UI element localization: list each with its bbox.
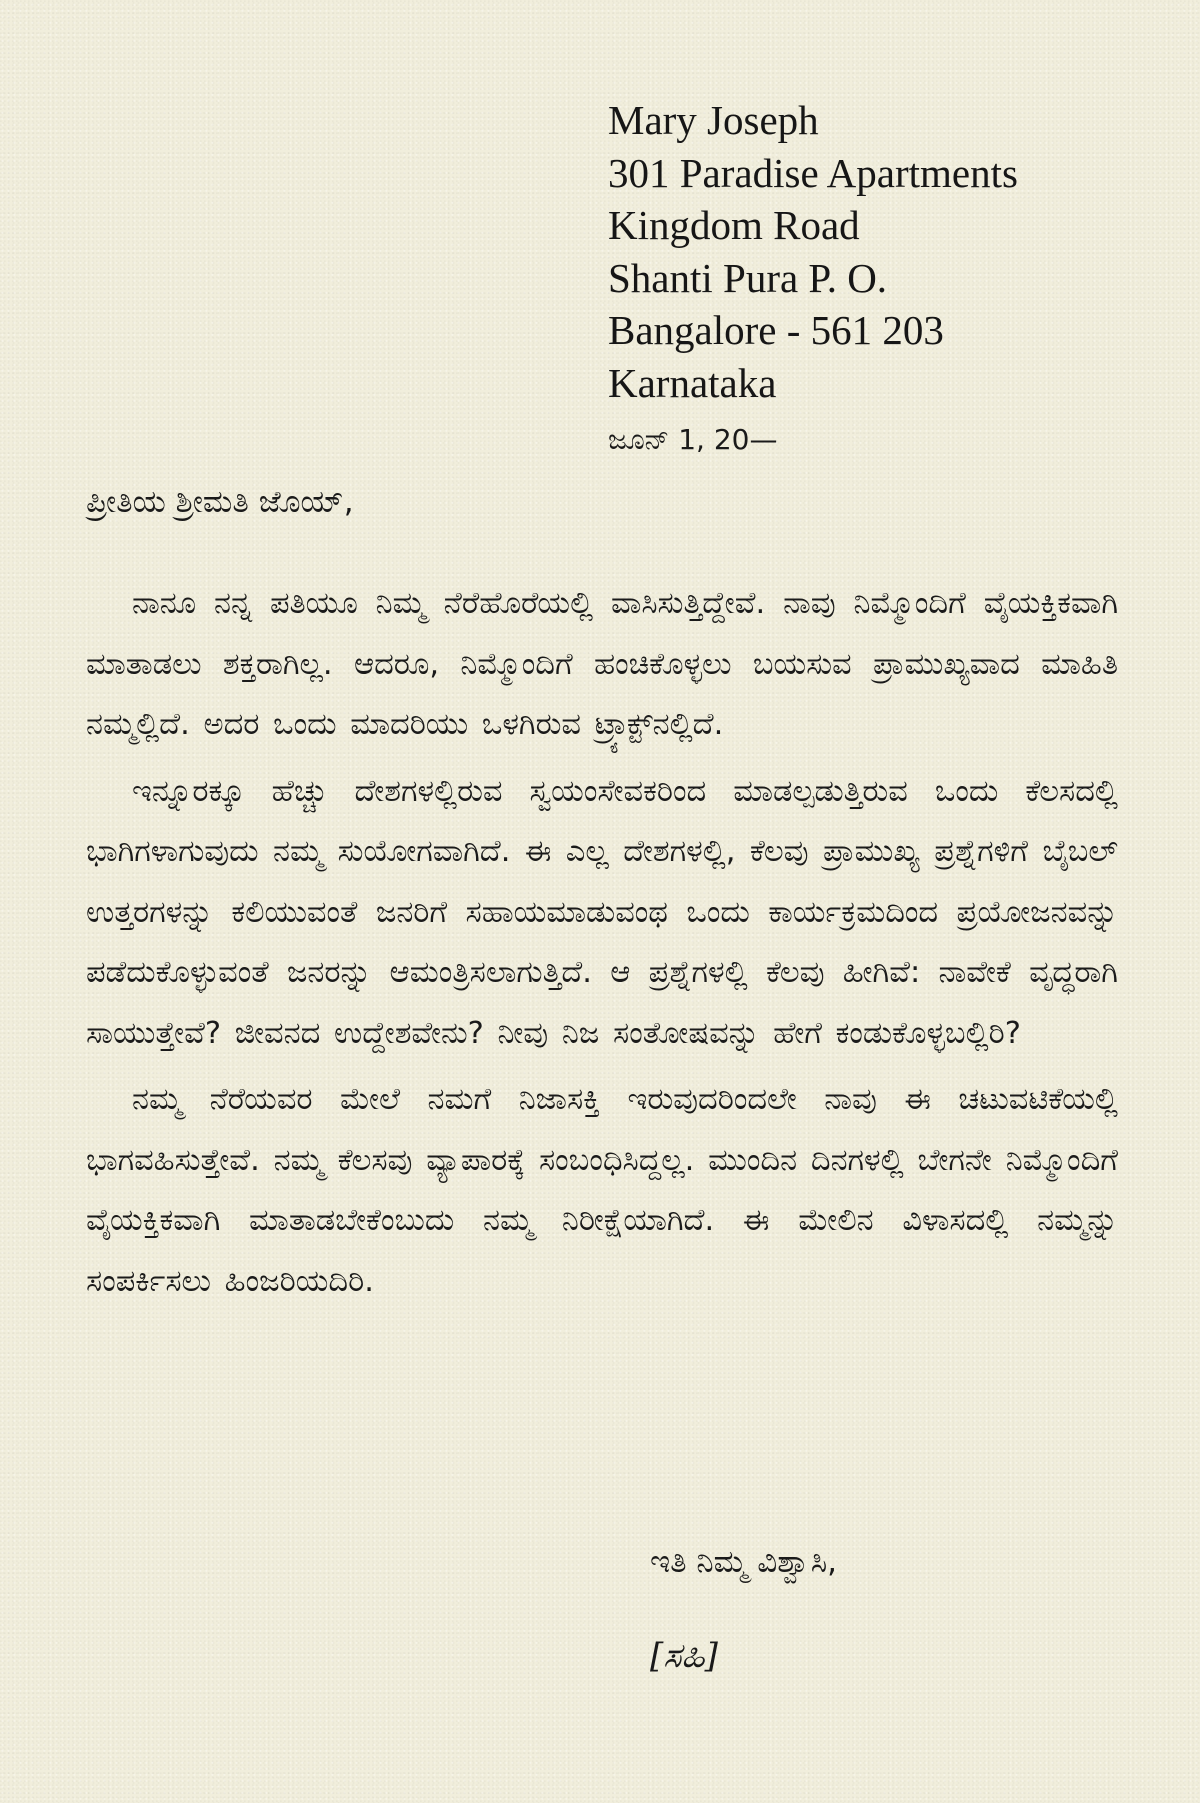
address-line-2: Kingdom Road <box>608 202 860 248</box>
address-line-5: Karnataka <box>608 359 777 406</box>
address-line-4: Bangalore - 561 203 <box>608 307 944 353</box>
closing-line: ಇತಿ ನಿಮ್ಮ ವಿಶ್ವಾಸಿ, <box>650 1544 838 1580</box>
body-paragraph-2: ಇನ್ನೂರಕ್ಕೂ ಹೆಚ್ಚು ದೇಶಗಳಲ್ಲಿರುವ ಸ್ವಯಂಸೇವಕರಿಂದ ಮಾಡಲ್ಪಡುತ್ತಿರುವ ಒಂದು ಕೆಲಸದಲ್ಲಿ ಭಾಗಿಗಳಾಗುವುದು ನಮ್ಮ ಸುಯೋಗವಾಗಿದೆ. ಈ ಎಲ್ಲ ದೇಶಗಳಲ್ಲಿ, ಕೆಲವು ಪ್ರಾಮುಖ್ಯ ಪ್ರಶ್ನೆಗಳಿಗೆ ಬೈಬಲ್ ಉತ್ತರಗಳನ್ನು ಕಲಿಯುವಂತೆ ಜನರಿಗೆ ಸಹಾಯಮಾಡುವಂಥ ಒಂದು ಕಾರ್ಯಕ್ರಮದಿಂದ ಪ್ರಯೋಜನವನ್ನು ಪಡೆದುಕೊಳ್ಳುವಂತೆ ಜನರನ್ನು ಆಮಂತ್ರಿಸಲಾಗುತ್ತಿದೆ. ಆ ಪ್ರಶ್ನೆಗಳಲ್ಲಿ ಕೆಲವು ಹೀಗಿವೆ: ನಾವೇಕೆ ವೃದ್ಧರಾಗಿ ಸಾಯುತ್ತೇವೆ? ಜೀವನದ ಉದ್ದೇಶವೇನು? ನೀವು ನಿಜ ಸಂತೋಷವನ್ನು ಹೇಗೆ ಕಂಡುಕೊಳ್ಳಬಲ್ಲಿರಿ? <box>86 773 1118 1051</box>
body-paragraph-1: ನಾನೂ ನನ್ನ ಪತಿಯೂ ನಿಮ್ಮ ನೆರೆಹೊರೆಯಲ್ಲಿ ವಾಸಿಸುತ್ತಿದ್ದೇವೆ. ನಾವು ನಿಮ್ಮೊಂದಿಗೆ ವೈಯಕ್ತಿಕವಾಗಿ ಮಾತಾಡಲು ಶಕ್ತರಾಗಿಲ್ಲ. ಆದರೂ, ನಿಮ್ಮೊಂದಿಗೆ ಹಂಚಿಕೊಳ್ಳಲು ಬಯಸುವ ಪ್ರಾಮುಖ್ಯವಾದ ಮಾಹಿತಿ ನಮ್ಮಲ್ಲಿದೆ. ಅದರ ಒಂದು ಮಾದರಿಯು ಒಳಗಿರುವ ಟ್ರ್ಯಾಕ್ಟ್‌ನಲ್ಲಿದೆ. <box>86 586 1118 742</box>
address-line-3: Shanti Pura P. O. <box>608 254 888 301</box>
salutation: ಪ್ರೀತಿಯ ಶ್ರೀಮತಿ ಜೊಯ್, <box>86 484 354 520</box>
sender-name: Mary Joseph <box>608 97 819 143</box>
sender-address-block <box>608 94 1168 409</box>
letter-date: ಜೂನ್ 1, 20— <box>608 423 778 456</box>
address-line-1: 301 Paradise Apartments <box>608 149 1018 196</box>
body-paragraph-3: ನಮ್ಮ ನೆರೆಯವರ ಮೇಲೆ ನಮಗೆ ನಿಜಾಸಕ್ತಿ ಇರುವುದರಿಂದಲೇ ನಾವು ಈ ಚಟುವಟಿಕೆಯಲ್ಲಿ ಭಾಗವಹಿಸುತ್ತೇವೆ. ನಮ್ಮ ಕೆಲಸವು ವ್ಯಾಪಾರಕ್ಕೆ ಸಂಬಂಧಿಸಿದ್ದಲ್ಲ. ಮುಂದಿನ ದಿನಗಳಲ್ಲಿ ಬೇಗನೇ ನಿಮ್ಮೊಂದಿಗೆ ವೈಯಕ್ತಿಕವಾಗಿ ಮಾತಾಡಬೇಕೆಂಬುದು ನಮ್ಮ ನಿರೀಕ್ಷೆಯಾಗಿದೆ. ಈ ಮೇಲಿನ ವಿಳಾಸದಲ್ಲಿ ನಮ್ಮನ್ನು ಸಂಪರ್ಕಿಸಲು ಹಿಂಜರಿಯದಿರಿ. <box>86 1082 1118 1299</box>
letter-body <box>86 574 1118 1312</box>
signature-placeholder: [ಸಹಿ] <box>650 1636 718 1676</box>
